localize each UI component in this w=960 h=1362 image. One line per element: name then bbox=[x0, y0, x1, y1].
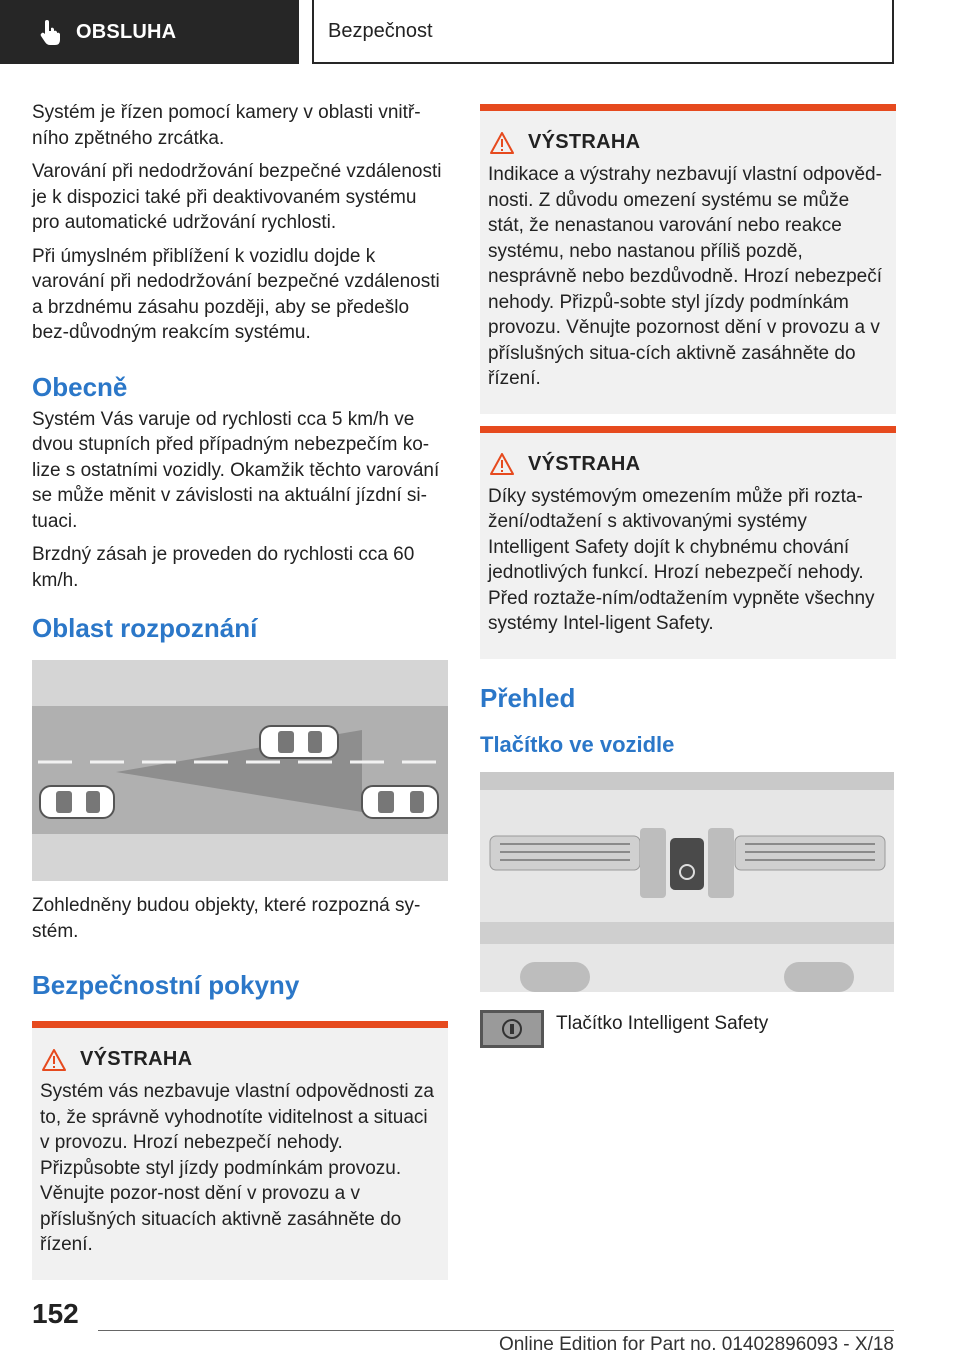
intelligent-safety-button-icon bbox=[480, 1010, 544, 1048]
warning-box bbox=[480, 426, 896, 659]
warning-text: Díky systémovým omezením může při rozta‐žení/odtažení s aktivovanými systémy Intelligent Safety dojít k chybnému chování jednotlivých funkcí. Hrozí nebezpečí nehody. Před roztaže‐ním/odtažením vypněte všechny systémy Intel‐ligent Safety. bbox=[488, 485, 875, 634]
page-number: 152 bbox=[32, 1298, 79, 1329]
heading-safety-notes: Bezpečnostní pokyny bbox=[32, 970, 300, 1000]
warning-label: VÝSTRAHA bbox=[528, 131, 641, 153]
warning-text: Indikace a výstrahy nezbavují vlastní odpověd‐nosti. Z důvodu omezení systému se může stát, že nenastanou varování nebo reakce systému, nebo nastanou příliš pozdě, nesprávně nebo bezdůvodně. Hrozí nebezpečí nehody. Přizpů‐sobte styl jízdy podmínkám provozu. Věnujte pozornost dění v provozu a v příslušných situa‐cích aktivně zasáhněte do řízení. bbox=[488, 164, 882, 389]
paragraph: Při úmyslném přiblížení k vozidlu dojde k varování při nedodržování bezpečné vzdálenosti a brzdnému zásahu později, aby se předešlo bez‐důvodným reakcím systému. bbox=[32, 245, 440, 343]
heading-overview: Přehled bbox=[480, 682, 576, 713]
edition-note: Online Edition for Part no. 01402896093 - X/18 bbox=[498, 1334, 894, 1355]
warning-triangle-icon bbox=[490, 453, 514, 475]
warning-triangle-icon bbox=[42, 1049, 66, 1071]
chapter-header bbox=[312, 0, 894, 64]
section-label: OBSLUHA bbox=[76, 20, 177, 43]
legend bbox=[480, 1010, 896, 1048]
warning-text: Systém vás nezbavuje vlastní odpovědnosti za to, že správně vyhodnotíte viditelnost a situaci v provozu. Hrozí nebezpečí nehody. Přizpůsobte styl jízdy podmínkám provozu. Věnujte pozor‐nost dění v provozu a v příslušných situacích aktivně zasáhněte do řízení. bbox=[40, 1081, 434, 1255]
detection-area-illustration bbox=[32, 660, 448, 881]
car-icon bbox=[362, 786, 438, 818]
left-column bbox=[32, 100, 448, 1280]
section-tab bbox=[0, 0, 299, 64]
paragraph: Varování při nedodržování bezpečné vzdálenosti je k dispozici také při deaktivovaném systému pro automatické udržování rychlosti. bbox=[32, 161, 442, 233]
warning-label: VÝSTRAHA bbox=[80, 1048, 193, 1070]
dashboard-button-photo bbox=[480, 772, 894, 992]
warning-label: VÝSTRAHA bbox=[528, 452, 641, 475]
paragraph: Systém je řízen pomocí kamery v oblasti vnitř‐ního zpětného zrcátka. bbox=[32, 102, 421, 149]
paragraph: Systém Vás varuje od rychlosti cca 5 km/h ve dvou stupních před případným nebezpečím ko‐lize s ostatními vozidly. Okamžik těchto varování se může měnit v závislosti na aktuální jízdní si‐tuaci. bbox=[32, 408, 440, 532]
right-column bbox=[480, 104, 896, 1048]
heading-general: Obecně bbox=[32, 371, 128, 402]
warning-box bbox=[32, 1021, 448, 1280]
car-icon bbox=[260, 726, 338, 758]
warning-triangle-icon bbox=[490, 132, 514, 154]
figure-caption: Zohledněny budou objekty, které rozpozná sy‐stém. bbox=[32, 895, 421, 942]
chapter-title: Bezpečnost bbox=[328, 19, 433, 42]
car-icon bbox=[40, 786, 114, 818]
pointing-hand-icon bbox=[40, 19, 64, 45]
heading-detection-area: Oblast rozpoznání bbox=[32, 613, 258, 643]
legend-label: Tlačítko Intelligent Safety bbox=[556, 1012, 769, 1034]
paragraph: Brzdný zásah je proveden do rychlosti cca 60 km/h. bbox=[32, 544, 415, 591]
warning-box bbox=[480, 104, 896, 414]
heading-button-in-vehicle: Tlačítko ve vozidle bbox=[480, 731, 675, 757]
footer-rule bbox=[98, 1330, 894, 1331]
